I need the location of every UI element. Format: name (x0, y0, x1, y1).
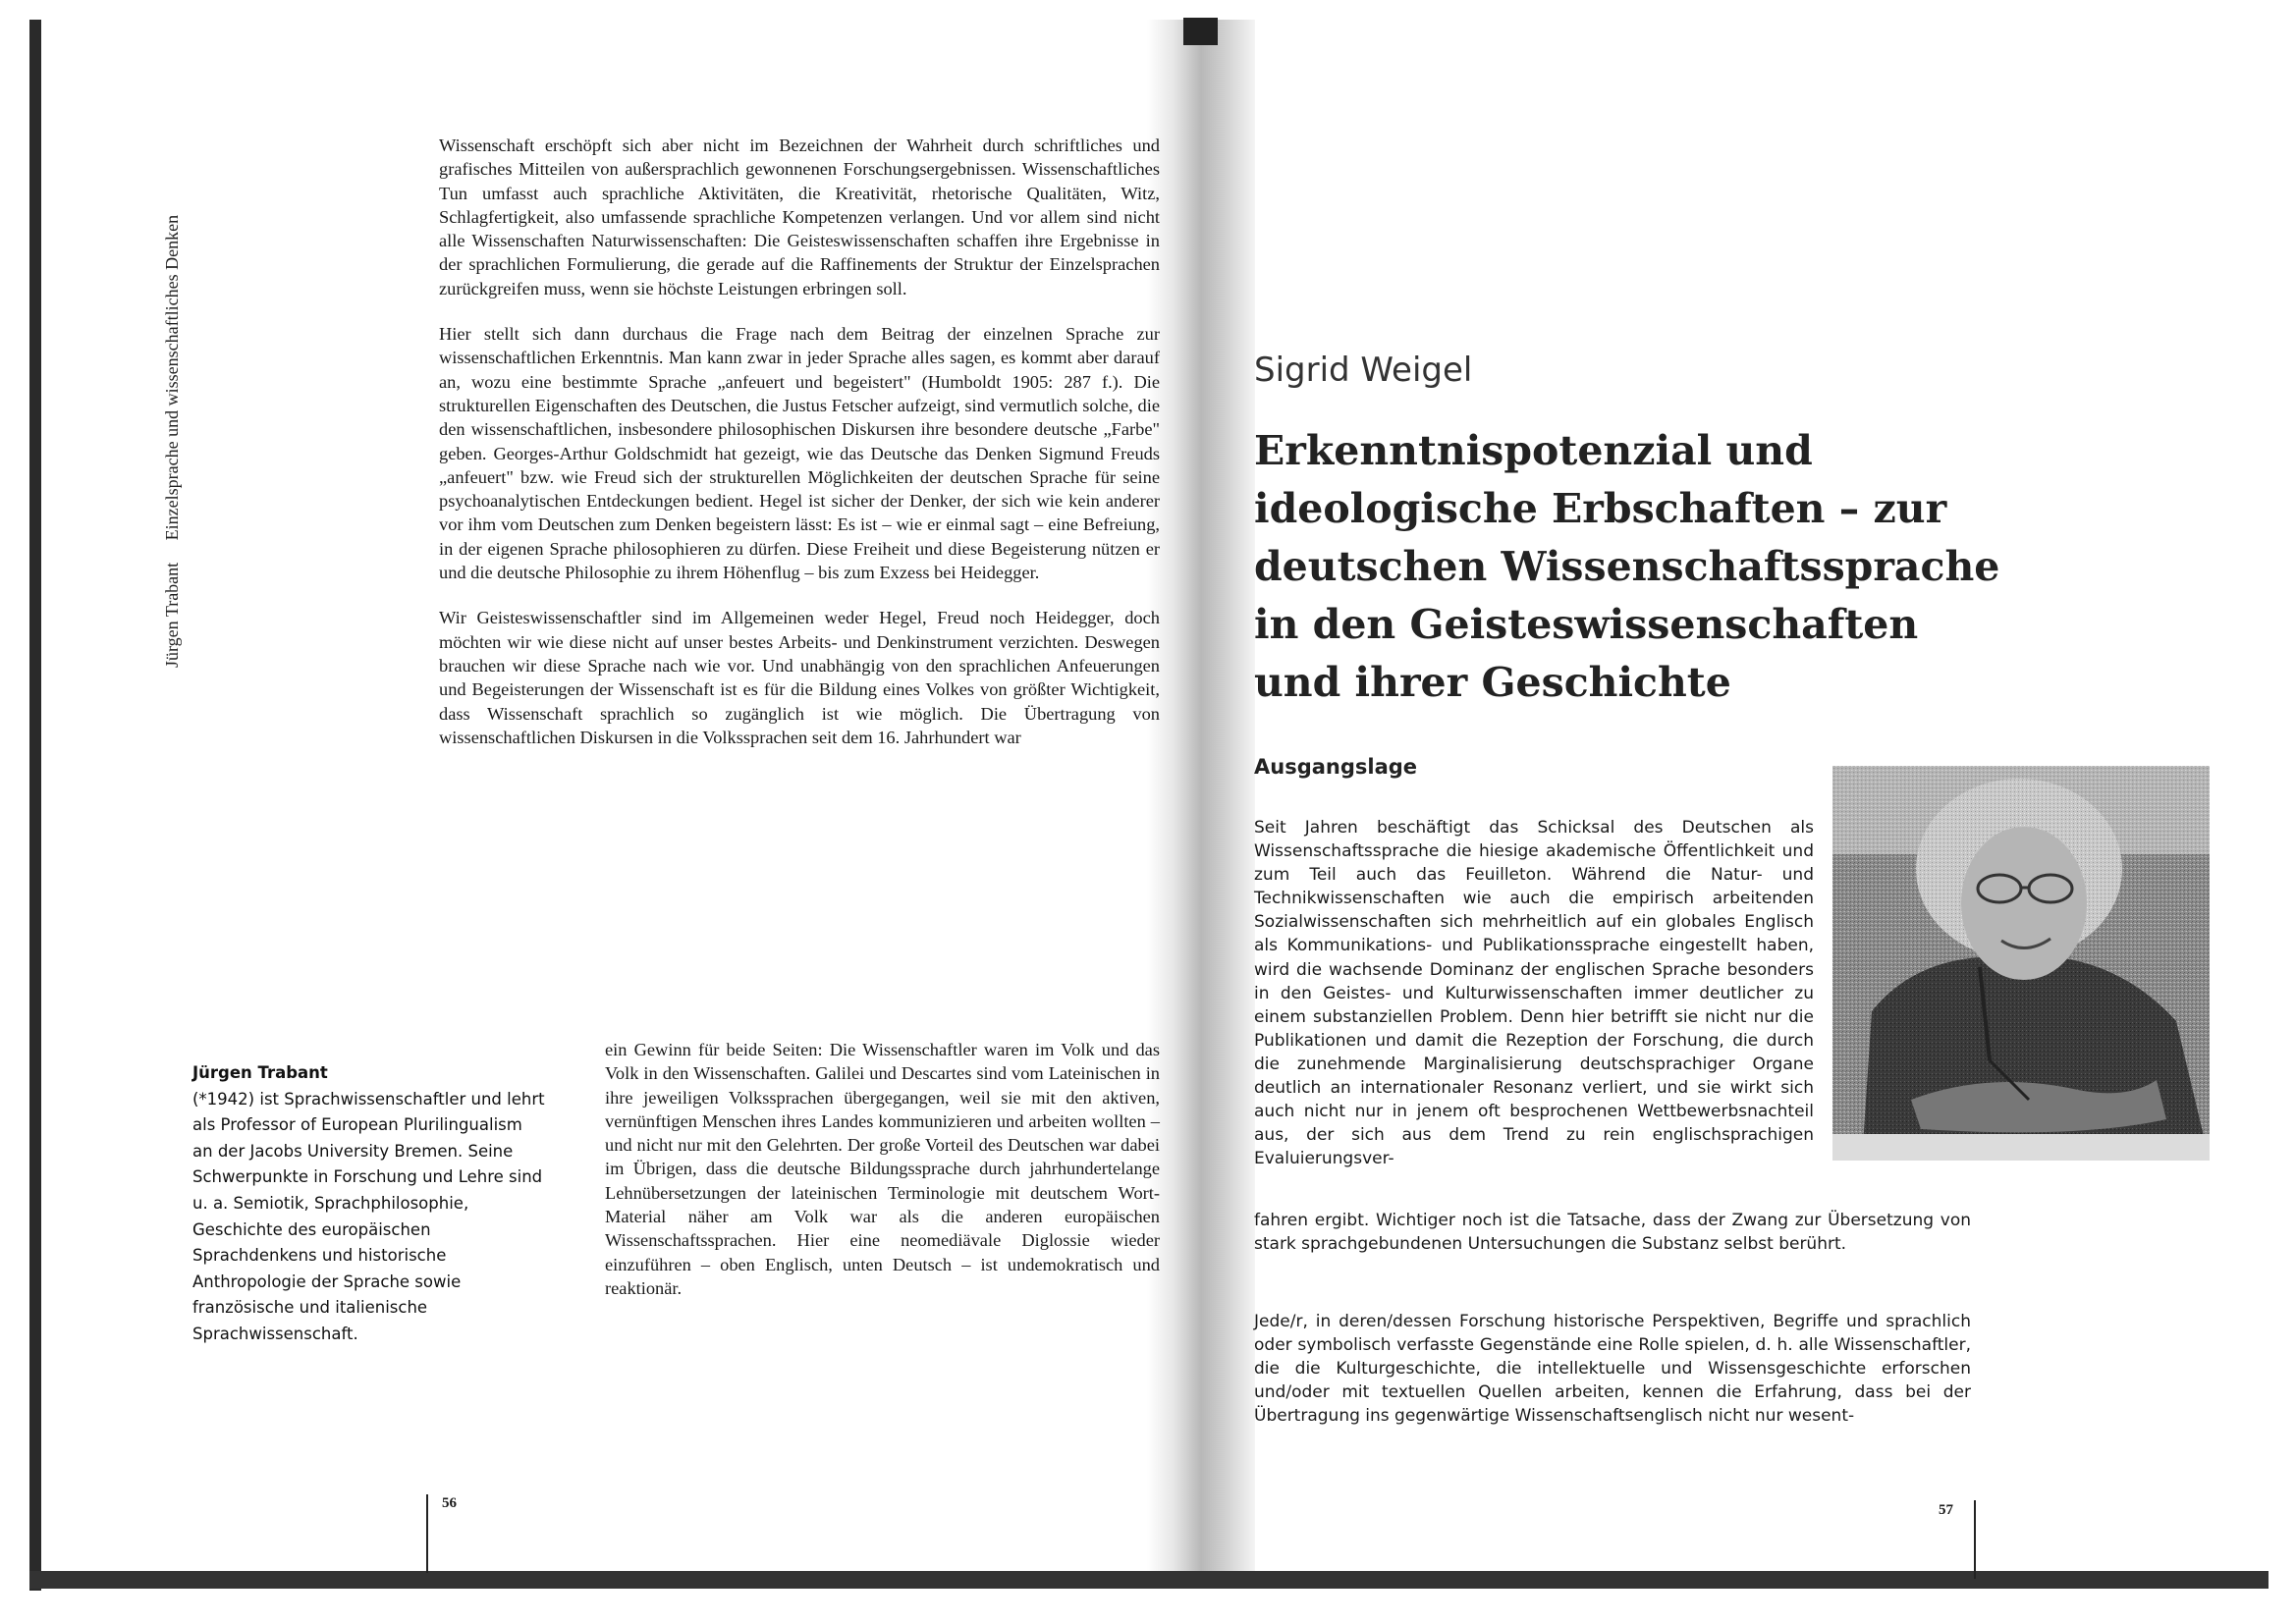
right-page-number-rule (1974, 1500, 1976, 1579)
article-author: Sigrid Weigel (1254, 351, 1473, 390)
right-page-number: 57 (1939, 1502, 1953, 1518)
scan-edge-bottom (29, 1571, 2269, 1589)
article-title: Erkenntnispotenzial und ideologische Erbschaften – zur deutschen Wissenschaftssprache in den Geisteswissenschaften und ihrer Geschichte (1254, 427, 2000, 706)
section-heading: Ausgangslage (1254, 755, 1418, 779)
left-paragraph-1: Wissenschaft erschöpft sich aber nicht im Bezeichnen der Wahrheit durch schriftliches und grafisches Mitteilen von außersprachlich gewonnenen Forschungsergebnissen. Wissenschaftliches Tun umfasst auch sprachliche Aktivitäten, die Kreativität, rhetorische Qualitäten, Witz, Schlagfertigkeit, also umfassende sprachliche Kompetenzen verlangen. Und vor allem sind nicht alle Wissenschaften Naturwissenschaften: Die Geisteswissenschaften schaffen ihre Ergebnisse in der sprachlichen Formulierung, die gerade auf die Raffinements der Struktur der Einzelsprachen zurückgreifen muss, wenn sie höchste Leistungen erbringen soll. (439, 135, 1160, 298)
right-narrow-column (1254, 816, 1814, 1170)
bio-name: Jürgen Trabant (192, 1063, 328, 1082)
running-head-title: Einzelsprache und wissenschaftliches Denken (162, 214, 182, 541)
right-wide-column-2 (1254, 1310, 1971, 1428)
right-paragraph-1-part-2: fahren ergibt. Wichtiger noch ist die Tatsache, dass der Zwang zur Übersetzung von stark sprachgebundenen Untersuchungen die Substanz selbst berührt. (1254, 1211, 1971, 1255)
right-paragraph-2: Jede/r, in deren/dessen Forschung historische Perspektiven, Begriffe und sprachlich oder symbolisch verfasste Gegenstände eine Rolle spielen, d. h. alle Wissenschaftler, die die Kulturgeschichte, die intellektuelle und Wissensgeschichte erforschen und/oder mit textuellen Quellen arbeiten, kennen die Erfahrung, dass bei der Übertragung ins gegenwärtige Wissenschaftsenglisch nicht nur wesent- (1254, 1312, 1971, 1427)
left-main-column (439, 134, 1160, 771)
bio-text: (*1942) ist Sprachwissenschaftler und lehrt als Professor of European Plurilingualism an der Jacobs University Bremen. Seine Schwerpunkte in Forschung und Lehre sind u. a. Semiotik, Sprachphilosophie, Geschichte des europäischen Sprachdenkens und historische Anthropologie der Sprache sowie französische und italienische Sprachwissenschaft. (192, 1089, 545, 1343)
left-page-number-rule (426, 1494, 428, 1573)
left-continuation-column (605, 1038, 1160, 1300)
scan-edge-left (29, 20, 41, 1591)
left-paragraph-3: Wir Geisteswissenschaftler sind im Allgemeinen weder Hegel, Freud noch Heidegger, doch möchten wir wie diese nicht auf unser bestes Arbeits- und Denkinstrument verzichten. Deswegen brauchen wir diese Sprache nach wie vor. Und unabhängig von den sprachlichen Anfeuerungen und Begeisterungen der Wissenschaft ist es für die Bildung eines Volkes von größter Wichtigkeit, dass Wissenschaft sprachlich so zugänglich ist wie möglich. Die Übertragung von wissenschaftlichen Diskursen in die Volkssprachen seit dem 16. Jahrhundert war (439, 608, 1160, 747)
author-bio (192, 1060, 546, 1348)
left-paragraph-3-continuation: ein Gewinn für beide Seiten: Die Wissenschaftler waren im Volk und das Volk in den Wissenschaften. Galilei und Descartes sind vom Lateinischen in ihre jeweiligen Volkssprachen übergegangen, weil sie mit den aktiven, vernünftigen Menschen ihres Landes kommunizieren und arbeiten wollten – und nicht nur mit den Gelehrten. Der große Vorteil des Deutschen war dabei im Übrigen, dass die deutsche Bildungssprache durch jahrhundertelange Lehnübersetzungen der lateinischen Terminologie mit deutschem Wort-Material näher am Volk war als die anderen europäischen Wissenschaftssprachen. Hier eine neomediävale Diglossie wieder einzuführen – oben Englisch, unten Deutsch – ist undemokratisch und reaktionär. (605, 1040, 1160, 1298)
right-paragraph-1-part-1: Seit Jahren beschäftigt das Schicksal des Deutschen als Wissenschaftssprache die hiesige akademische Öffentlichkeit und zum Teil auch das Feuilleton. Während die Natur- und Technikwissenschaften wie auch die empirisch arbeitenden Sozialwissenschaften sich mehrheitlich auf ein globales Englisch als Kommunikations- und Publikationssprache eingestellt haben, wird die wachsende Dominanz der englischen Sprache besonders in den Geistes- und Kulturwissenschaften immer deutlicher zu einem substanziellen Problem. Denn hier betrifft sie nicht nur die Publikationen und damit die Rezeption der Forschung, die durch die zunehmende Marginalisierung deutschsprachiger Organe deutlich an internationaler Resonanz verliert, und sie wirkt sich auch nicht nur in jenem oft besprochenen Wettbewerbsnachteil aus, der sich aus dem Trend zu rein englischsprachigen Evaluierungsver- (1254, 818, 1814, 1169)
right-wide-column (1254, 1209, 1971, 1256)
left-page-number: 56 (442, 1495, 457, 1511)
gutter-top-edge (1183, 18, 1218, 45)
running-head-author: Jürgen Trabant (162, 562, 182, 668)
book-gutter-shadow (1147, 20, 1255, 1581)
author-photo (1832, 766, 2210, 1161)
left-paragraph-2: Hier stellt sich dann durchaus die Frage nach dem Beitrag der einzelnen Sprache zur wissenschaftlichen Erkenntnis. Man kann zwar in jeder Sprache alles sagen, es kommt aber darauf an, wozu eine bestimmte Sprache „anfeuert und begeistert" (Humboldt 1905: 287 f.). Die strukturellen Eigenschaften des Deutschen, die Justus Fetscher aufzeigt, sind vermutlich solche, die den wissenschaftlichen, insbesondere philosophischen Diskursen ihre besondere deutsche „Farbe" geben. Georges-Arthur Goldschmidt hat gezeigt, wie das Deutsche das Denken Sigmund Freuds „anfeuert" bzw. wie Freud sich der strukturellen Möglichkeiten der deutschen Sprache für seine psychoanalytischen Entdeckungen bedient. Hegel ist sicher der Denker, der sich wie kein anderer vor ihm vom Deutschen zum Denken begeistern lässt: Es ist – wie er einmal sagt – eine Befreiung, in der eigenen Sprache philosophieren zu dürfen. Diese Freiheit und diese Begeisterung nützen er und die deutsche Philosophie zu ihrem Höhenflug – bis zum Exzess bei Heidegger. (439, 324, 1160, 583)
running-head (162, 197, 183, 668)
